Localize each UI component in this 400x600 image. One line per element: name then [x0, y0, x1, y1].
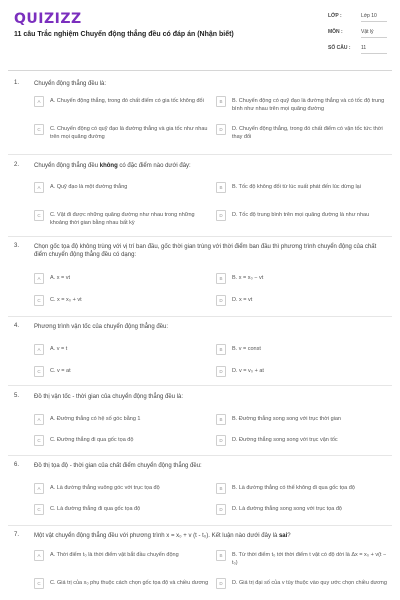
option-letter-box: A — [34, 96, 44, 107]
question-text: Đồ thị vận tốc - thời gian của chuyển động thẳng đều là: — [34, 394, 184, 400]
meta-value: Vật lý — [361, 29, 387, 38]
option-letter-box: C — [34, 435, 44, 446]
question-divider — [8, 154, 392, 155]
quizizz-logo[interactable]: QUIZIZZ — [14, 11, 82, 27]
option-letter-box: C — [34, 124, 44, 135]
option-letter-box: D — [216, 295, 226, 306]
option-letter-box: A — [34, 550, 44, 561]
worksheet-title: 11 câu Trắc nghiệm Chuyển động thẳng đều có đáp án (Nhận biết) — [14, 31, 234, 38]
option-text: A. Chuyển động thẳng, trong đó chất điểm có gia tốc không đổi — [50, 98, 204, 104]
question-number: 3. — [14, 243, 20, 249]
option-letter-box: A — [34, 414, 44, 425]
option-text: B. x = x₀ − vt — [232, 275, 264, 281]
question-text: Chọn gốc tọa độ không trùng với vị trí ban đầu, gốc thời gian trùng với thời điểm ban đầu thì phương trình chuyển động của chất điểm chuyển động thẳng đều có dạng: — [34, 244, 377, 258]
question-divider — [8, 316, 392, 317]
option-letter-box: D — [216, 210, 226, 221]
question-divider — [8, 455, 392, 456]
meta-value: Lớp 10 — [361, 13, 387, 22]
option-letter-box: C — [34, 295, 44, 306]
question-number: 5. — [14, 393, 20, 399]
question-number: 7. — [14, 532, 20, 538]
option-text: C. x = x₀ + vt — [50, 297, 82, 303]
question-divider — [8, 525, 392, 526]
option-text: A. Là đường thẳng vuông góc với trục tọa độ — [50, 485, 160, 491]
option-letter-box: D — [216, 504, 226, 515]
option-text: D. v = v₀ + at — [232, 368, 264, 374]
option-text: A. Đường thẳng có hệ số góc bằng 1 — [50, 416, 141, 422]
option-text: B. v = const — [232, 346, 261, 352]
meta-label: SỐ CÂU : — [328, 45, 351, 51]
question-number: 6. — [14, 462, 20, 468]
option-text: C. Giá trị của x₀ phụ thuộc cách chọn gốc tọa độ và chiều dương — [50, 580, 209, 586]
option-text: C. Chuyển động có quỹ đạo là đường thẳng và gia tốc như nhau trên mọi quãng đường — [50, 126, 208, 140]
option-letter-box: B — [216, 550, 226, 561]
option-letter-box: C — [34, 578, 44, 589]
question-number: 2. — [14, 162, 20, 168]
question-divider — [8, 236, 392, 237]
question-text: Chuyển động thẳng đều không có đặc điểm nào dưới đây: — [34, 163, 191, 169]
question-text: Chuyển động thẳng đều là: — [34, 81, 107, 87]
option-text: D. Giá trị đại số của v tùy thuộc vào quy ước chọn chiều dương — [232, 580, 387, 586]
option-letter-box: B — [216, 344, 226, 355]
option-letter-box: C — [34, 210, 44, 221]
option-text: A. Thời điểm t₀ là thời điểm vật bắt đầu chuyển động — [50, 552, 179, 558]
option-letter-box: C — [34, 504, 44, 515]
option-text: B. Từ thời điểm t₀ tới thời điểm t vật có độ dời là Δx = x₀ + v(t − t₀) — [232, 552, 387, 566]
option-letter-box: C — [34, 366, 44, 377]
option-letter-box: A — [34, 182, 44, 193]
option-text: A. x = vt — [50, 275, 71, 281]
option-letter-box: D — [216, 124, 226, 135]
option-text: D. x = vt — [232, 297, 253, 303]
meta-label: LỚP : — [328, 13, 342, 19]
meta-row-subject — [328, 26, 388, 42]
option-letter-box: B — [216, 182, 226, 193]
option-text: C. Là đường thẳng đi qua gốc tọa độ — [50, 506, 141, 512]
option-text: D. Chuyển động thẳng, trong đó chất điểm có vận tốc tức thời thay đổi — [232, 126, 383, 140]
option-letter-box: B — [216, 414, 226, 425]
option-text: C. Đường thẳng đi qua gốc tọa độ — [50, 437, 134, 443]
option-letter-box: D — [216, 578, 226, 589]
option-letter-box: B — [216, 96, 226, 107]
option-text: D. Là đường thẳng song song với trục tọa độ — [232, 506, 342, 512]
question-text: Một vật chuyển động thẳng đều với phương trình x = x₀ + v (t - t₀). Kết luận nào dưới đây là sai? — [34, 533, 291, 539]
option-text: B. Chuyển động có quỹ đạo là đường thẳng và có tốc độ trung bình như nhau trên mọi quãng đường — [232, 98, 385, 112]
meta-row-grade — [328, 10, 388, 26]
option-letter-box: D — [216, 366, 226, 377]
meta-label: MÔN : — [328, 29, 343, 35]
option-text: D. Tốc độ trung bình trên mọi quãng đường là như nhau — [232, 212, 370, 218]
option-letter-box: D — [216, 435, 226, 446]
option-letter-box: B — [216, 273, 226, 284]
option-letter-box: B — [216, 483, 226, 494]
option-text: B. Là đường thẳng có thể không đi qua gốc tọa độ — [232, 485, 355, 491]
question-divider — [8, 385, 392, 386]
option-text: B. Tốc độ không đổi từ lúc xuất phát đến lúc dừng lại — [232, 184, 361, 190]
meta-row-question-count — [328, 42, 388, 58]
question-text: Đồ thị tọa độ - thời gian của chất điểm chuyển động thẳng đều: — [34, 463, 202, 469]
option-text: A. v = t — [50, 346, 68, 352]
worksheet-meta — [328, 10, 388, 58]
question-number: 4. — [14, 323, 20, 329]
header-divider — [8, 70, 392, 71]
question-number: 1. — [14, 80, 20, 86]
meta-value: 11 — [361, 45, 387, 54]
option-text: A. Quỹ đạo là một đường thẳng — [50, 184, 128, 190]
option-text: B. Đường thẳng song song với trục thời gian — [232, 416, 341, 422]
question-text: Phương trình vận tốc của chuyển động thẳng đều: — [34, 324, 169, 330]
option-letter-box: A — [34, 483, 44, 494]
option-text: C. v = at — [50, 368, 71, 374]
worksheet-header — [0, 0, 400, 66]
option-letter-box: A — [34, 344, 44, 355]
option-letter-box: A — [34, 273, 44, 284]
option-text: C. Vật đi được những quãng đường như nhau trong những khoảng thời gian bằng nhau bất kỳ — [50, 212, 195, 226]
option-text: D. Đường thẳng song song với trục vận tốc — [232, 437, 338, 443]
